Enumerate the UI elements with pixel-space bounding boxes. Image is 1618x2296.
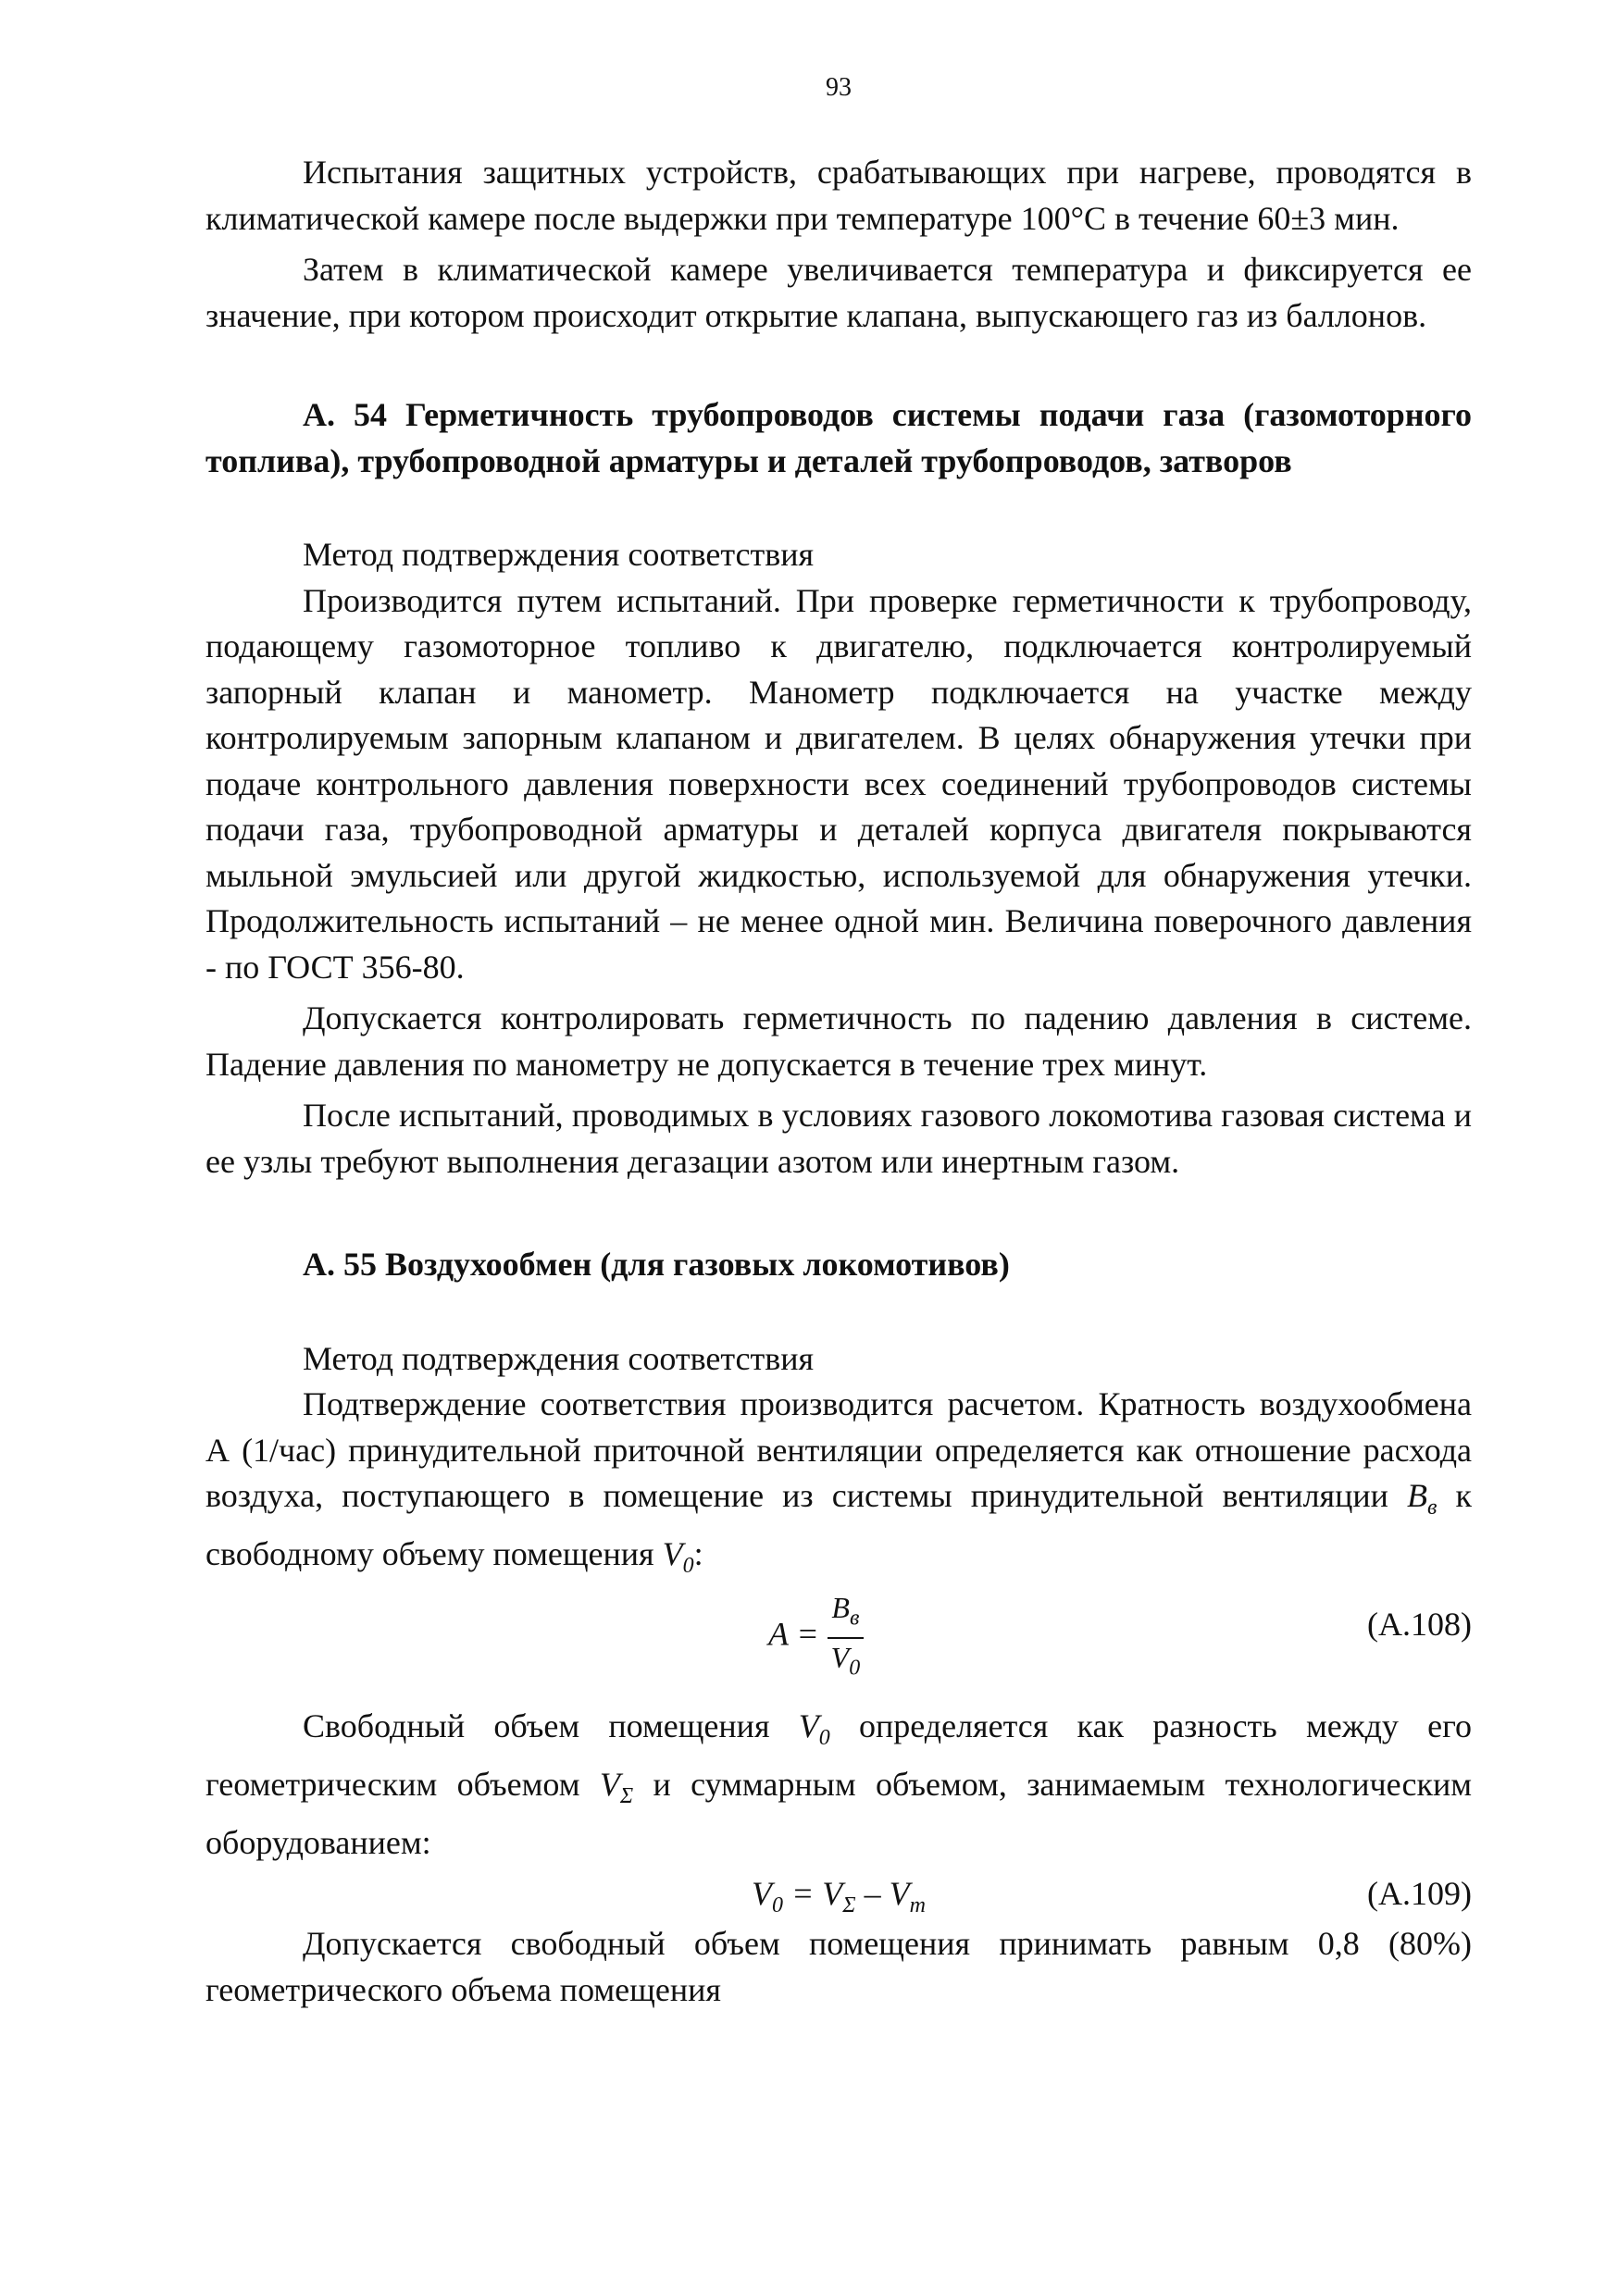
section-55-paragraph-1: Подтверждение соответствия производится расчетом. Кратность воздухообмена А (1/час) принудительной приточной вентиляции определяется как отношение расхода воздуха, поступающего в помещение из системы принудительной вентиляции $B_в$ к свободному объему помещения $V_0$: (205, 1385, 1472, 1578)
variable-v0: $V_0$ (662, 1534, 694, 1578)
section-55-heading: А. 55 Воздухообмен (для газовых локомотивов) (303, 1246, 1010, 1283)
paragraph-text: к свободному объему помещения (205, 1477, 1472, 1572)
formula-a108-expression: A = $\frac{B_в}{V_0}$ (768, 1589, 864, 1686)
section-54-paragraph-1: Производится путем испытаний. При проверке герметичности к трубопроводу, подающему газомоторное топливо к двигателю, подключается контролируемый запорный клапан и манометр. Манометр подключается на участке между контролируемым запорным клапаном и двигателем. В целях обнаружения утечки при подаче контрольного давления поверхности всех соединений трубопроводов системы подачи газа, трубопроводной арматуры и деталей корпуса двигателя покрываются мыльной эмульсией или другой жидкостью, используемой для обнаружения утечки. Продолжительность испытаний – не менее одной мин. Величина поверочного давления - по ГОСТ 356-80. (205, 581, 1472, 986)
section-55-paragraph-3: Допускается свободный объем помещения принимать равным 0,8 (80%) геометрического объема помещения (205, 1925, 1472, 2008)
intro-paragraph-2: Затем в климатической камере увеличивается температура и фиксируется ее значение, при котором происходит открытие клапана, выпускающего газ из баллонов. (205, 251, 1472, 334)
section-54-paragraph-2: Допускается контролировать герметичность по падению давления в системе. Падение давления по манометру не допускается в течение трех минут. (205, 999, 1472, 1083)
equation-number-a108: (А.108) (1367, 1606, 1472, 1644)
formula-a108 (205, 1589, 1472, 1682)
section-55-method-label: Метод подтверждения соответствия (303, 1339, 815, 1377)
section-54-heading: А. 54 Герметичность трубопроводов системы подачи газа (газомоторного топлива), трубопроводной арматуры и деталей трубопроводов, затворов (205, 396, 1472, 479)
section-54-method-label: Метод подтверждения соответствия (303, 536, 815, 573)
paragraph-text: Подтверждение соответствия производится расчетом. Кратность воздухообмена А (1/час) принудительной приточной вентиляции определяется как отношение расхода воздуха, поступающего в помещение из системы принудительной вентиляции (205, 1385, 1472, 1514)
fraction: $\frac{B_в}{V_0}$ (828, 1589, 865, 1686)
equation-number-a109: (А.109) (1367, 1875, 1472, 1913)
variable-v0: $V_0$ (798, 1707, 830, 1751)
section-55-paragraph-2: Свободный объем помещения $V_0$ определяется как разность между его геометрическим объемом $V_\Sigma$ и суммарным объемом, занимаемым технологическим оборудованием: (205, 1707, 1473, 1861)
document-page (205, 74, 1472, 2013)
section-54-paragraph-3: После испытаний, проводимых в условиях газового локомотива газовая система и ее узлы требуют выполнения дегазации азотом или инертным газом. (205, 1097, 1472, 1180)
formula-a109-expression: $V_0 = V_\Sigma - V_т$ (752, 1875, 926, 1918)
page-number: 93 (826, 73, 852, 102)
intro-paragraph-1: Испытания защитных устройств, срабатывающих при нагреве, проводятся в климатической камере после выдержки при температуре 100°С в течение 60±3 мин. (205, 154, 1472, 237)
variable-v-sigma: $V_\Sigma$ (599, 1766, 634, 1809)
formula-a109 (205, 1866, 1472, 1921)
variable-b: $B_в$ (1406, 1477, 1438, 1520)
